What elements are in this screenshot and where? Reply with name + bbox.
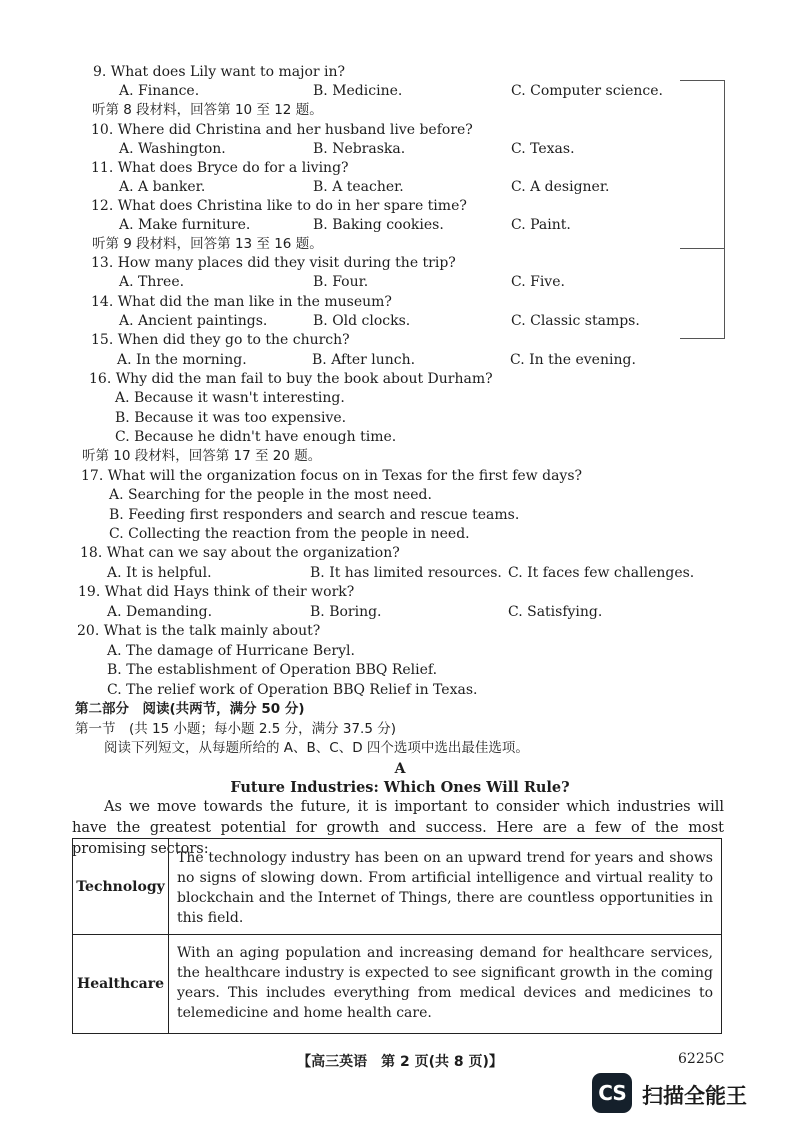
question-15-stem: 15. When did they go to the church? bbox=[91, 332, 350, 348]
paper-code: 6225C bbox=[678, 1051, 725, 1067]
question-10-option-a: A. Washington. bbox=[119, 141, 226, 157]
question-20-option-b: B. The establishment of Operation BBQ Relief. bbox=[107, 662, 438, 678]
question-12-option-c: C. Paint. bbox=[511, 217, 571, 233]
margin-bracket-line bbox=[724, 80, 725, 338]
question-15-option-c: C. In the evening. bbox=[510, 352, 636, 368]
part2-heading: 第二部分 阅读(共两节，满分 50 分) bbox=[75, 701, 305, 717]
question-11-option-b: B. A teacher. bbox=[313, 179, 404, 195]
question-20-option-a: A. The damage of Hurricane Beryl. bbox=[107, 643, 355, 659]
camscanner-watermark-text: 扫描全能王 bbox=[642, 1084, 747, 1108]
question-17-option-a: A. Searching for the people in the most need. bbox=[109, 487, 432, 503]
passage-intro: As we move towards the future, it is important to consider which industries will have the greatest potential for growth and success. Here are a few of the most promising sectors: bbox=[72, 799, 724, 857]
question-15-option-b: B. After lunch. bbox=[312, 352, 416, 368]
question-14-option-c: C. Classic stamps. bbox=[511, 313, 640, 329]
passage-title: Future Industries: Which Ones Will Rule? bbox=[230, 779, 570, 796]
camscanner-logo-icon: CS bbox=[592, 1073, 632, 1113]
margin-bracket-tick bbox=[680, 338, 725, 339]
question-13-option-c: C. Five. bbox=[511, 274, 565, 290]
question-16-option-c: C. Because he didn't have enough time. bbox=[115, 429, 397, 445]
question-14-stem: 14. What did the man like in the museum? bbox=[91, 294, 392, 310]
part2-section1-heading: 第一节 (共 15 小题；每小题 2.5 分，满分 37.5 分) bbox=[75, 721, 396, 737]
question-16-option-a: A. Because it wasn't interesting. bbox=[115, 390, 345, 406]
question-11-stem: 11. What does Bryce do for a living? bbox=[91, 160, 349, 176]
section-instruction-8: 听第 8 段材料，回答第 10 至 12 题。 bbox=[92, 102, 323, 118]
question-20-option-c: C. The relief work of Operation BBQ Relief in Texas. bbox=[107, 682, 478, 698]
question-19-option-c: C. Satisfying. bbox=[508, 604, 603, 620]
question-18-option-a: A. It is helpful. bbox=[107, 565, 212, 581]
question-18-option-c: C. It faces few challenges. bbox=[508, 565, 695, 581]
question-9-stem: 9. What does Lily want to major in? bbox=[93, 64, 346, 80]
question-16-stem: 16. Why did the man fail to buy the book about Durham? bbox=[89, 371, 493, 387]
question-9-option-a: A. Finance. bbox=[119, 83, 200, 99]
question-12-option-b: B. Baking cookies. bbox=[313, 217, 444, 233]
question-13-option-b: B. Four. bbox=[313, 274, 369, 290]
question-15-option-a: A. In the morning. bbox=[117, 352, 247, 368]
question-17-option-b: B. Feeding first responders and search and rescue teams. bbox=[109, 507, 520, 523]
question-19-stem: 19. What did Hays think of their work? bbox=[78, 584, 355, 600]
section-instruction-9: 听第 9 段材料，回答第 13 至 16 题。 bbox=[92, 236, 323, 252]
question-13-option-a: A. Three. bbox=[119, 274, 185, 290]
question-16-option-b: B. Because it was too expensive. bbox=[115, 410, 347, 426]
table-row bbox=[73, 839, 721, 935]
question-12-stem: 12. What does Christina like to do in her spare time? bbox=[91, 198, 467, 214]
question-19-option-a: A. Demanding. bbox=[107, 604, 213, 620]
section-instruction-10: 听第 10 段材料，回答第 17 至 20 题。 bbox=[82, 448, 322, 464]
question-17-option-c: C. Collecting the reaction from the people in need. bbox=[109, 526, 470, 542]
reading-instruction: 阅读下列短文，从每题所给的 A、B、C、D 四个选项中选出最佳选项。 bbox=[104, 740, 529, 756]
question-9-option-c: C. Computer science. bbox=[511, 83, 663, 99]
question-18-stem: 18. What can we say about the organization? bbox=[80, 545, 400, 561]
question-10-option-c: C. Texas. bbox=[511, 141, 575, 157]
question-20-stem: 20. What is the talk mainly about? bbox=[77, 623, 321, 639]
question-10-stem: 10. Where did Christina and her husband live before? bbox=[91, 122, 473, 138]
question-11-option-a: A. A banker. bbox=[119, 179, 206, 195]
question-11-option-c: C. A designer. bbox=[511, 179, 610, 195]
industry-label: Technology bbox=[73, 839, 169, 934]
industry-description: With an aging population and increasing demand for healthcare services, the healthcare industry is expected to see significant growth in the coming years. This includes everything from medical devices and medicines to telemedicine and home health care. bbox=[177, 945, 713, 1021]
question-14-option-a: A. Ancient paintings. bbox=[119, 313, 268, 329]
page-footer: 【高三英语 第 2 页(共 8 页)】 bbox=[297, 1054, 503, 1070]
question-13-stem: 13. How many places did they visit during the trip? bbox=[91, 255, 456, 271]
question-19-option-b: B. Boring. bbox=[310, 604, 382, 620]
industry-description: The technology industry has been on an upward trend for years and shows no signs of slowing down. From artificial intelligence and virtual reality to blockchain and the Internet of Things, there are countless opportunities in this field. bbox=[177, 850, 713, 926]
industries-table bbox=[72, 838, 722, 1034]
question-18-option-b: B. It has limited resources. bbox=[310, 565, 502, 581]
question-14-option-b: B. Old clocks. bbox=[313, 313, 411, 329]
question-17-stem: 17. What will the organization focus on in Texas for the first few days? bbox=[81, 468, 583, 484]
question-9-option-b: B. Medicine. bbox=[313, 83, 403, 99]
passage-letter: A bbox=[394, 761, 406, 777]
question-10-option-b: B. Nebraska. bbox=[313, 141, 406, 157]
question-12-option-a: A. Make furniture. bbox=[119, 217, 251, 233]
industry-label: Healthcare bbox=[73, 934, 169, 1033]
margin-bracket-tick bbox=[680, 248, 725, 249]
table-row bbox=[73, 934, 721, 1033]
margin-bracket-tick bbox=[680, 80, 725, 81]
